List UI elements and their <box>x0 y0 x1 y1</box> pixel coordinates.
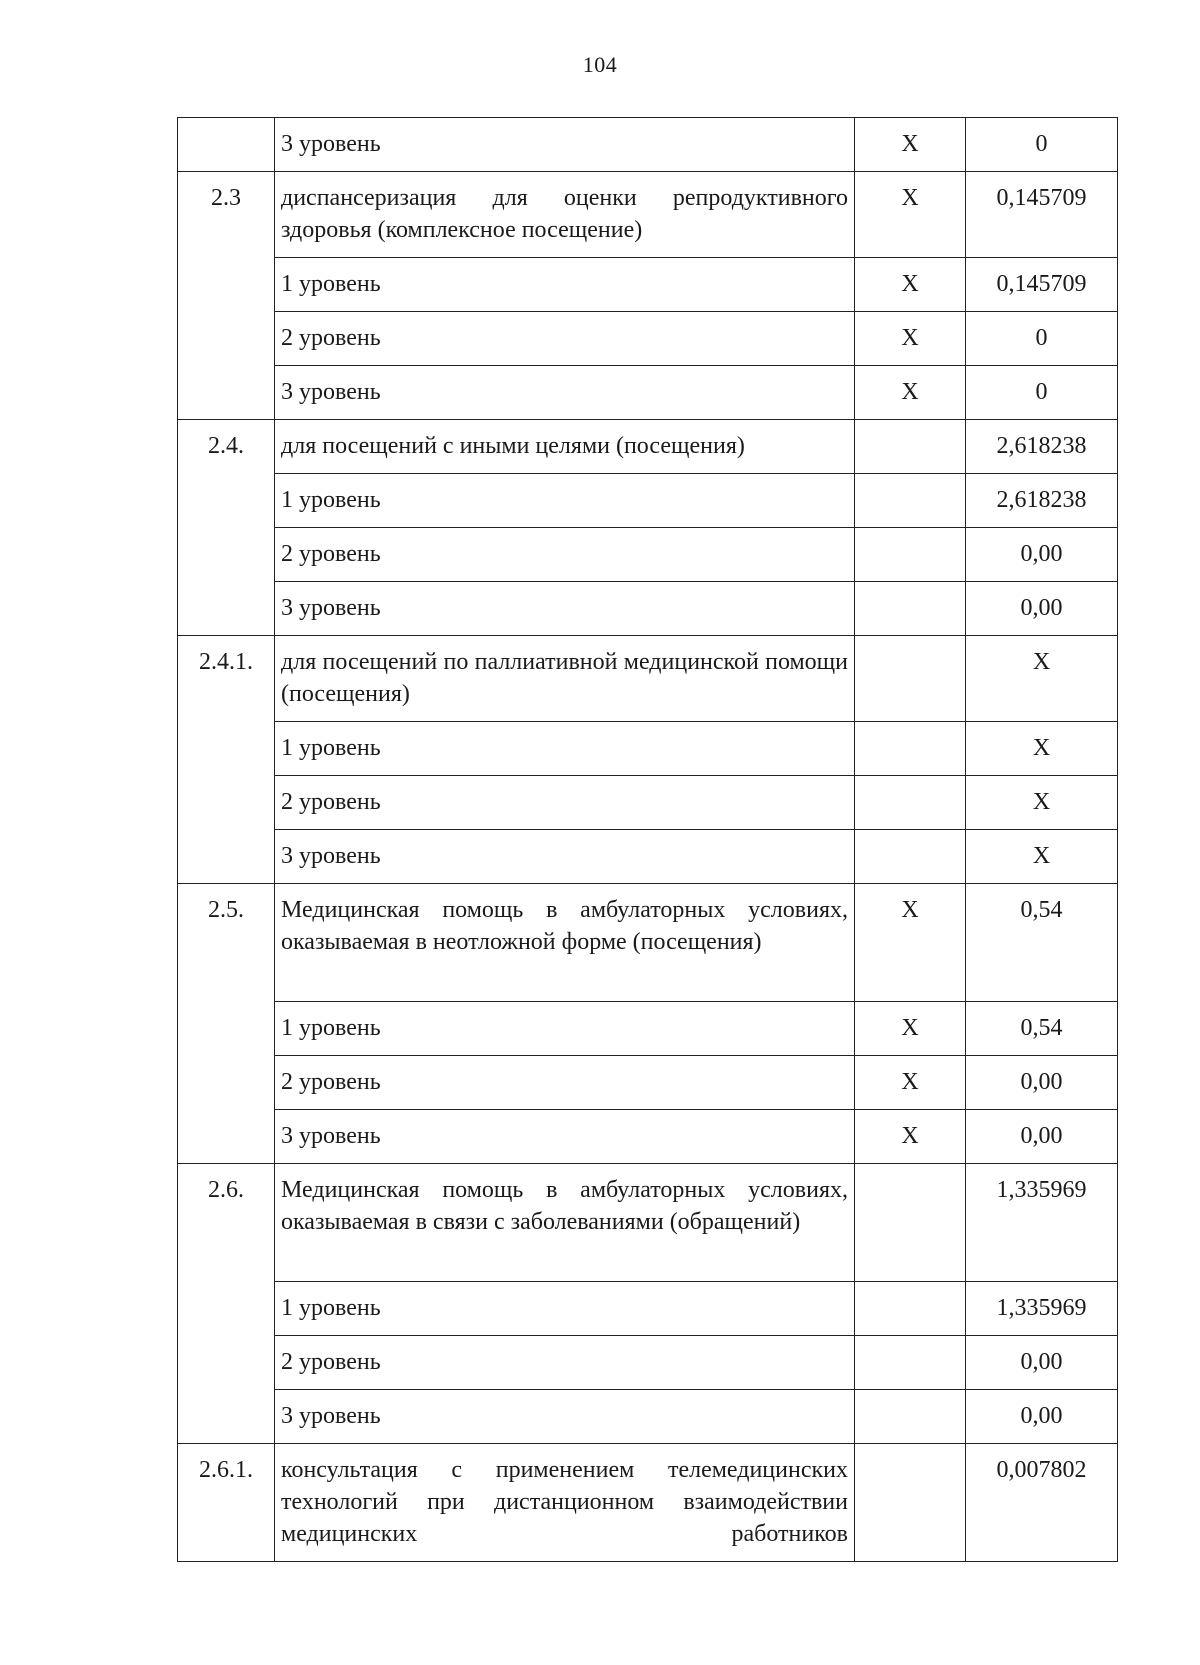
table-row <box>178 312 1118 366</box>
row-name-cell: для посещений с иными целями (посещения) <box>275 420 855 474</box>
table-body <box>178 118 1118 1562</box>
row-mark-cell <box>855 528 966 582</box>
row-value-cell: X <box>966 636 1118 722</box>
row-mark-cell: X <box>855 1002 966 1056</box>
row-mark-cell: X <box>855 172 966 258</box>
allocation-table <box>177 117 1118 1562</box>
row-mark-cell <box>855 1390 966 1444</box>
table-row <box>178 722 1118 776</box>
row-mark-cell: X <box>855 258 966 312</box>
table-row <box>178 172 1118 258</box>
row-name-cell: для посещений по паллиативной медицинской помощи (посещения) <box>275 636 855 722</box>
table-row <box>178 118 1118 172</box>
row-mark-cell <box>855 474 966 528</box>
row-number-cell: 2.6.1. <box>178 1444 275 1562</box>
table-row <box>178 776 1118 830</box>
table-row <box>178 636 1118 722</box>
row-value-cell: 0,00 <box>966 1110 1118 1164</box>
row-name-cell: консультация с применением телемедицинских технологий при дистанционном взаимодействии медицинских работников <box>275 1444 855 1562</box>
row-value-cell: 1,335969 <box>966 1164 1118 1282</box>
row-value-cell: 0,145709 <box>966 258 1118 312</box>
table-row <box>178 474 1118 528</box>
row-value-cell: 0,54 <box>966 1002 1118 1056</box>
row-value-cell: 0 <box>966 366 1118 420</box>
row-mark-cell <box>855 582 966 636</box>
table-row <box>178 1164 1118 1282</box>
row-value-cell: 0 <box>966 312 1118 366</box>
row-mark-cell: X <box>855 118 966 172</box>
row-value-cell: 0 <box>966 118 1118 172</box>
row-value-cell: X <box>966 776 1118 830</box>
row-name-cell: 2 уровень <box>275 776 855 830</box>
row-name-cell: 2 уровень <box>275 1336 855 1390</box>
row-value-cell: 0,145709 <box>966 172 1118 258</box>
table-row <box>178 1056 1118 1110</box>
row-mark-cell <box>855 1444 966 1562</box>
row-mark-cell <box>855 776 966 830</box>
table-row <box>178 1110 1118 1164</box>
row-name-cell: 2 уровень <box>275 1056 855 1110</box>
row-name-cell: 3 уровень <box>275 118 855 172</box>
table-row <box>178 884 1118 1002</box>
row-name-cell: 2 уровень <box>275 312 855 366</box>
row-mark-cell <box>855 636 966 722</box>
row-number-cell: 2.5. <box>178 884 275 1164</box>
table-row <box>178 1444 1118 1562</box>
row-value-cell: 2,618238 <box>966 420 1118 474</box>
table-row <box>178 1336 1118 1390</box>
row-number-cell: 2.4. <box>178 420 275 636</box>
row-value-cell: 2,618238 <box>966 474 1118 528</box>
row-name-cell: 1 уровень <box>275 1002 855 1056</box>
row-mark-cell: X <box>855 884 966 1002</box>
row-mark-cell <box>855 830 966 884</box>
row-value-cell: X <box>966 722 1118 776</box>
row-name-cell: 3 уровень <box>275 830 855 884</box>
row-mark-cell: X <box>855 1110 966 1164</box>
row-value-cell: 0,00 <box>966 528 1118 582</box>
row-value-cell: 0,00 <box>966 582 1118 636</box>
row-name-cell: 1 уровень <box>275 1282 855 1336</box>
row-mark-cell <box>855 1282 966 1336</box>
row-value-cell: 0,00 <box>966 1056 1118 1110</box>
table-row <box>178 366 1118 420</box>
row-value-cell: 0,54 <box>966 884 1118 1002</box>
row-mark-cell <box>855 722 966 776</box>
row-mark-cell <box>855 1164 966 1282</box>
row-value-cell: 0,00 <box>966 1390 1118 1444</box>
table-row <box>178 582 1118 636</box>
row-name-cell: 3 уровень <box>275 582 855 636</box>
row-name-cell: 3 уровень <box>275 1390 855 1444</box>
table-row <box>178 1282 1118 1336</box>
table-row <box>178 528 1118 582</box>
row-mark-cell: X <box>855 312 966 366</box>
row-value-cell: 0,00 <box>966 1336 1118 1390</box>
row-mark-cell <box>855 1336 966 1390</box>
table-row <box>178 258 1118 312</box>
row-value-cell: 1,335969 <box>966 1282 1118 1336</box>
page-number: 104 <box>582 52 618 77</box>
table-row <box>178 1002 1118 1056</box>
table-row <box>178 1390 1118 1444</box>
row-mark-cell: X <box>855 1056 966 1110</box>
table-row <box>178 830 1118 884</box>
row-name-cell: 1 уровень <box>275 474 855 528</box>
row-number-cell: 2.3 <box>178 172 275 420</box>
row-name-cell: 3 уровень <box>275 366 855 420</box>
row-name-cell: 2 уровень <box>275 528 855 582</box>
table-row <box>178 420 1118 474</box>
row-number-cell <box>178 118 275 172</box>
row-name-cell: 1 уровень <box>275 722 855 776</box>
row-number-cell: 2.4.1. <box>178 636 275 884</box>
row-number-cell: 2.6. <box>178 1164 275 1444</box>
row-name-cell: 3 уровень <box>275 1110 855 1164</box>
row-name-cell: диспансеризация для оценки репродуктивного здоровья (комплексное посещение) <box>275 172 855 258</box>
row-name-cell: Медицинская помощь в амбулаторных условиях, оказываемая в связи с заболеваниями (обращений) <box>275 1164 855 1282</box>
row-mark-cell <box>855 420 966 474</box>
row-value-cell: X <box>966 830 1118 884</box>
row-name-cell: Медицинская помощь в амбулаторных условиях, оказываемая в неотложной форме (посещения) <box>275 884 855 1002</box>
row-name-cell: 1 уровень <box>275 258 855 312</box>
row-mark-cell: X <box>855 366 966 420</box>
row-value-cell: 0,007802 <box>966 1444 1118 1562</box>
